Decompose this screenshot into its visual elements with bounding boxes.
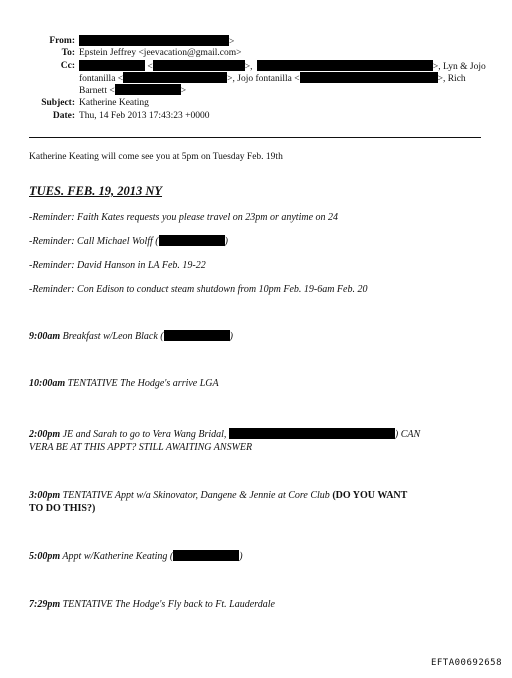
header-divider: [29, 137, 481, 138]
event-vera-wang-line2: VERA BE AT THIS APPT? STILL AWAITING ANSWER: [29, 442, 253, 453]
reminder-4: -Reminder: Con Edison to conduct steam shutdown from 10pm Feb. 19-6am Feb. 20: [29, 284, 368, 295]
date-label: Date:: [52, 111, 75, 121]
redaction-box: [300, 72, 438, 83]
redaction-box: [257, 60, 433, 71]
reminder-2: -Reminder: Call Michael Wolff ( ): [29, 236, 228, 247]
event-skinovator: 3:00pm TENTATIVE Appt w/a Skinovator, Dangene & Jennie at Core Club (DO YOU WANT: [29, 490, 408, 501]
cc-line-3: Barnett < >: [79, 86, 187, 96]
redaction-box: [173, 550, 239, 561]
to-value: Epstein Jeffrey <jeevacation@gmail.com>: [79, 48, 242, 58]
reminder-1: -Reminder: Faith Kates requests you please travel on 23pm or anytime on 24: [29, 212, 339, 223]
redaction-box: [123, 72, 227, 83]
subject-label: Subject:: [41, 98, 75, 108]
event-fly-back: 7:29pm TENTATIVE The Hodge's Fly back to Ft. Lauderdale: [29, 599, 275, 610]
redaction-box: [115, 84, 181, 95]
event-katherine-keating: 5:00pm Appt w/Katherine Keating ( ): [29, 551, 243, 562]
event-skinovator-line2: TO DO THIS?): [29, 503, 96, 514]
intro-text: Katherine Keating will come see you at 5pm on Tuesday Feb. 19th: [29, 152, 283, 162]
redaction-box: [164, 330, 230, 341]
event-vera-wang: 2:00pm JE and Sarah to go to Vera Wang Bridal, ) CAN: [29, 429, 421, 440]
redaction-box: [79, 60, 145, 71]
reminder-3: -Reminder: David Hanson in LA Feb. 19-22: [29, 260, 206, 271]
cc-label: Cc:: [60, 61, 75, 71]
redaction-box: [229, 428, 395, 439]
cc-line-2: fontanilla < >, Jojo fontanilla < >, Rich: [79, 74, 466, 84]
from-label: From:: [49, 36, 75, 46]
redaction-box: [153, 60, 245, 71]
cc-line-1: < >, >, Lyn & Jojo: [79, 60, 486, 73]
schedule-heading: TUES. FEB. 19, 2013 NY: [29, 184, 163, 198]
document-id: EFTA00692658: [430, 658, 502, 668]
date-value: Thu, 14 Feb 2013 17:43:23 +0000: [79, 111, 210, 121]
redaction-box: [79, 35, 229, 46]
event-breakfast: 9:00am Breakfast w/Leon Black ( ): [29, 331, 233, 342]
event-arrival: 10:00am TENTATIVE The Hodge's arrive LGA: [29, 378, 219, 389]
to-label: To:: [61, 48, 75, 58]
from-value: >: [79, 35, 234, 48]
subject-value: Katherine Keating: [79, 98, 149, 108]
redaction-box: [159, 235, 225, 246]
